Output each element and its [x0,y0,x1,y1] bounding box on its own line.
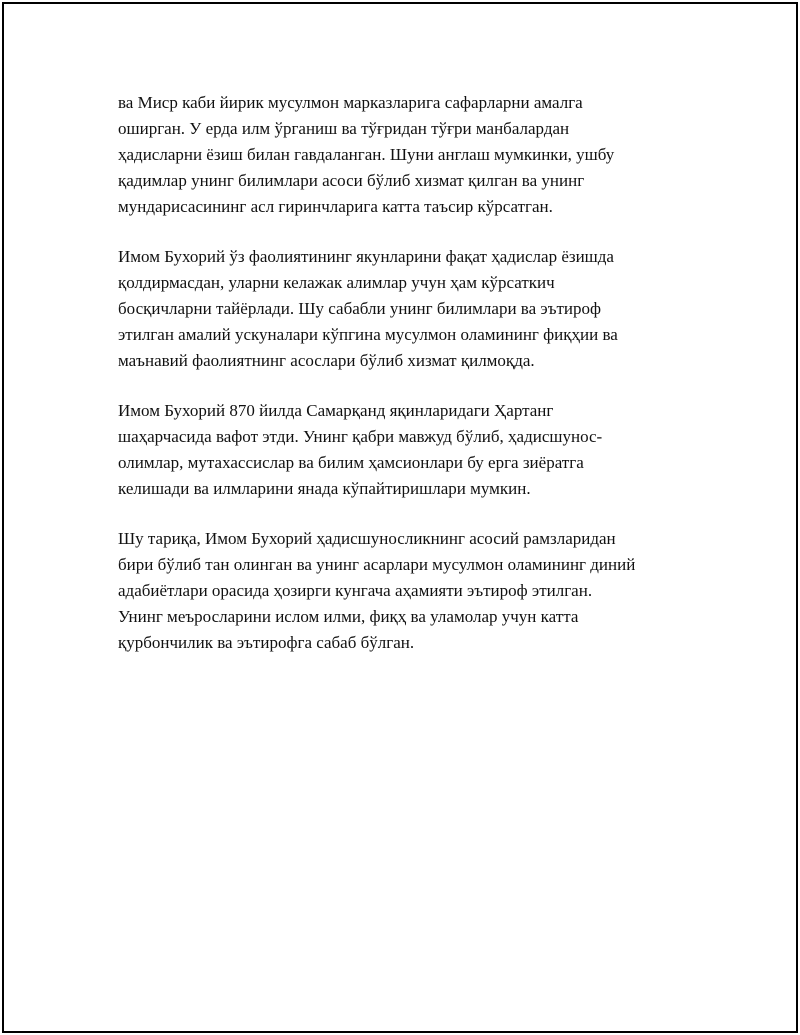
text-line: Имом Бухорий 870 йилда Самарқанд яқинларидаги Ҳартанг [118,401,554,420]
text-line: қурбончилик ва эътирофга сабаб бўлган. [118,633,415,652]
text-line: этилган амалий ускуналари кўпгина мусулмон оламининг фиқҳии ва [118,325,618,344]
text-line: қолдирмасдан, уларни келажак алимлар учун ҳам кўрсаткич [118,273,555,292]
text-line: Шу тариқа, Имом Бухорий ҳадисшуносликнинг асосий рамзларидан [118,529,616,548]
text-line: ва Миср каби йирик мусулмон марказларига сафарларни амалга [118,93,583,112]
text-line: Унинг меъросларини ислом илми, фиқҳ ва уламолар учун катта [118,607,579,626]
text-line: мундарисасининг асл гиринчларига катта таъсир кўрсатган. [118,197,553,216]
text-line: босқичларни тайёрлади. Шу сабабли унинг билимлари ва эътироф [118,299,602,318]
paragraph [118,244,698,374]
text-line: қадимлар унинг билимлари асоси бўлиб хизмат қилган ва унинг [118,171,585,190]
text-line: адабиётлари орасида ҳозирги кунгача аҳамияти эътироф этилган. [118,581,593,600]
paragraph [118,398,698,502]
text-line: шаҳарчасида вафот этди. Унинг қабри мавжуд бўлиб, ҳадисшунос- [118,427,603,446]
text-line: келишади ва илмларини янада кўпайтиришлари мумкин. [118,479,531,498]
document-body [118,90,698,680]
text-line: бири бўлиб тан олинган ва унинг асарлари мусулмон оламининг диний [118,555,636,574]
paragraph [118,90,698,220]
text-line: Имом Бухорий ўз фаолиятининг якунларини фақат ҳадислар ёзишда [118,247,614,266]
text-line: ҳадисларни ёзиш билан гавдаланган. Шуни англаш мумкинки, ушбу [118,145,615,164]
text-line: оширган. У ерда илм ўрганиш ва тўғридан тўғри манбалардан [118,119,570,138]
paragraph [118,526,698,656]
text-line: маънавий фаолиятнинг асослари бўлиб хизмат қилмоқда. [118,351,535,370]
text-line: олимлар, мутахассислар ва билим ҳамсионлари бу ерга зиёратга [118,453,584,472]
